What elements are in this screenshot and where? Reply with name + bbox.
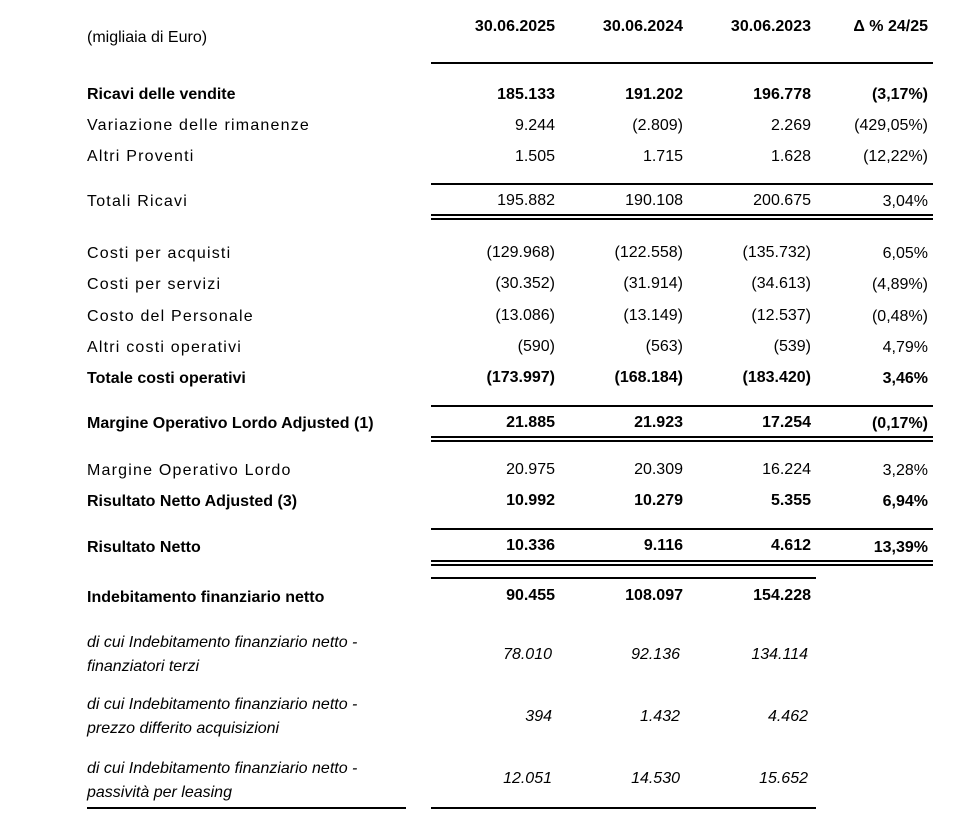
cell-value: 4.462 — [767, 708, 808, 725]
row-label: Costo del Personale — [87, 308, 254, 325]
cell-value: 6,94% — [882, 493, 928, 510]
cell-value: 3,46% — [882, 370, 928, 387]
row-label: Risultato Netto Adjusted (3) — [87, 493, 298, 510]
cell-value: 200.675 — [753, 192, 811, 209]
row-label: Altri costi operativi — [87, 339, 243, 356]
section-rule — [431, 577, 816, 579]
cell-value: 1.505 — [514, 148, 555, 165]
unit-label: (migliaia di Euro) — [87, 29, 208, 46]
row-label: di cui Indebitamento finanziario netto - passività per leasing — [87, 760, 358, 801]
double-rule-top — [431, 560, 933, 562]
row-label: di cui Indebitamento finanziario netto - finanziatori terzi — [87, 634, 358, 675]
cell-value: 154.228 — [753, 587, 811, 604]
header-col-2025: 30.06.2025 — [474, 18, 555, 35]
cell-value: (590) — [517, 338, 555, 355]
cell-value: (30.352) — [495, 275, 555, 292]
cell-value: 6,05% — [882, 245, 928, 262]
cell-value: 3,04% — [882, 193, 928, 210]
cell-value: 394 — [525, 708, 552, 725]
cell-value: 13,39% — [873, 539, 928, 556]
cell-value: 14.530 — [631, 770, 680, 787]
cell-value: (129.968) — [486, 244, 555, 261]
cell-value: 134.114 — [751, 646, 808, 663]
cell-value: 15.652 — [759, 770, 808, 787]
cell-value: 196.778 — [753, 86, 811, 103]
cell-value: (539) — [773, 338, 811, 355]
row-label: Costi per acquisti — [87, 245, 232, 262]
cell-value: 10.992 — [506, 492, 555, 509]
row-label: Altri Proventi — [87, 148, 195, 165]
cell-value: 10.279 — [634, 492, 683, 509]
double-rule-top — [431, 436, 933, 438]
cell-value: 3,28% — [882, 462, 928, 479]
cell-value: 1.628 — [770, 148, 811, 165]
double-rule-bottom — [431, 440, 933, 442]
row-label: di cui Indebitamento finanziario netto - prezzo differito acquisizioni — [87, 696, 358, 737]
bottom-rule-left — [87, 807, 406, 809]
row-label: Margine Operativo Lordo Adjusted (1) — [87, 415, 374, 432]
row-label: Totali Ricavi — [87, 193, 188, 210]
cell-value: 4.612 — [770, 537, 811, 554]
cell-value: 10.336 — [506, 537, 555, 554]
cell-value: 2.269 — [770, 117, 811, 134]
cell-value: (122.558) — [614, 244, 683, 261]
cell-value: 4,79% — [882, 339, 928, 356]
cell-value: (0,17%) — [871, 415, 928, 432]
cell-value: 9.116 — [643, 537, 683, 554]
section-rule — [431, 405, 933, 407]
header-rule — [431, 62, 933, 64]
cell-value: 191.202 — [625, 86, 683, 103]
double-rule-top — [431, 214, 933, 216]
cell-value: 1.432 — [639, 708, 680, 725]
header-col-2023: 30.06.2023 — [730, 18, 811, 35]
section-rule — [431, 183, 933, 185]
cell-value: 16.224 — [762, 461, 811, 478]
cell-value: 20.975 — [506, 461, 555, 478]
cell-value: (135.732) — [742, 244, 811, 261]
cell-value: (168.184) — [614, 369, 683, 386]
cell-value: (0,48%) — [871, 308, 928, 325]
cell-value: 190.108 — [625, 192, 683, 209]
row-label: Variazione delle rimanenze — [87, 117, 311, 134]
cell-value: 20.309 — [634, 461, 683, 478]
cell-value: 21.923 — [634, 414, 683, 431]
cell-value: 5.355 — [770, 492, 811, 509]
section-rule — [431, 528, 933, 530]
cell-value: 21.885 — [506, 414, 555, 431]
cell-value: (2.809) — [632, 117, 683, 134]
row-label: Ricavi delle vendite — [87, 86, 236, 103]
cell-value: (183.420) — [742, 369, 811, 386]
cell-value: 17.254 — [762, 414, 811, 431]
row-label: Costi per servizi — [87, 276, 222, 293]
cell-value: 78.010 — [503, 646, 552, 663]
cell-value: 185.133 — [497, 86, 555, 103]
row-label: Margine Operativo Lordo — [87, 462, 292, 479]
cell-value: 92.136 — [631, 646, 680, 663]
cell-value: (563) — [645, 338, 683, 355]
cell-value: (34.613) — [751, 275, 811, 292]
cell-value: 195.882 — [497, 192, 555, 209]
double-rule-bottom — [431, 218, 933, 220]
cell-value: (13.086) — [495, 307, 555, 324]
header-col-2024: 30.06.2024 — [602, 18, 683, 35]
cell-value: 12.051 — [503, 770, 552, 787]
cell-value: (13.149) — [623, 307, 683, 324]
bottom-rule-right — [431, 807, 816, 809]
cell-value: (12.537) — [751, 307, 811, 324]
cell-value: 9.244 — [514, 117, 555, 134]
cell-value: (31.914) — [623, 275, 683, 292]
cell-value: (429,05%) — [854, 117, 928, 134]
cell-value: (4,89%) — [871, 276, 928, 293]
cell-value: 108.097 — [625, 587, 683, 604]
row-label: Totale costi operativi — [87, 370, 246, 387]
cell-value: (3,17%) — [871, 86, 928, 103]
row-label: Risultato Netto — [87, 539, 201, 556]
double-rule-bottom — [431, 564, 933, 566]
cell-value: (12,22%) — [863, 148, 928, 165]
cell-value: 90.455 — [506, 587, 555, 604]
cell-value: 1.715 — [642, 148, 683, 165]
row-label: Indebitamento finanziario netto — [87, 589, 325, 606]
cell-value: (173.997) — [486, 369, 555, 386]
header-col-delta: Δ % 24/25 — [853, 18, 928, 35]
